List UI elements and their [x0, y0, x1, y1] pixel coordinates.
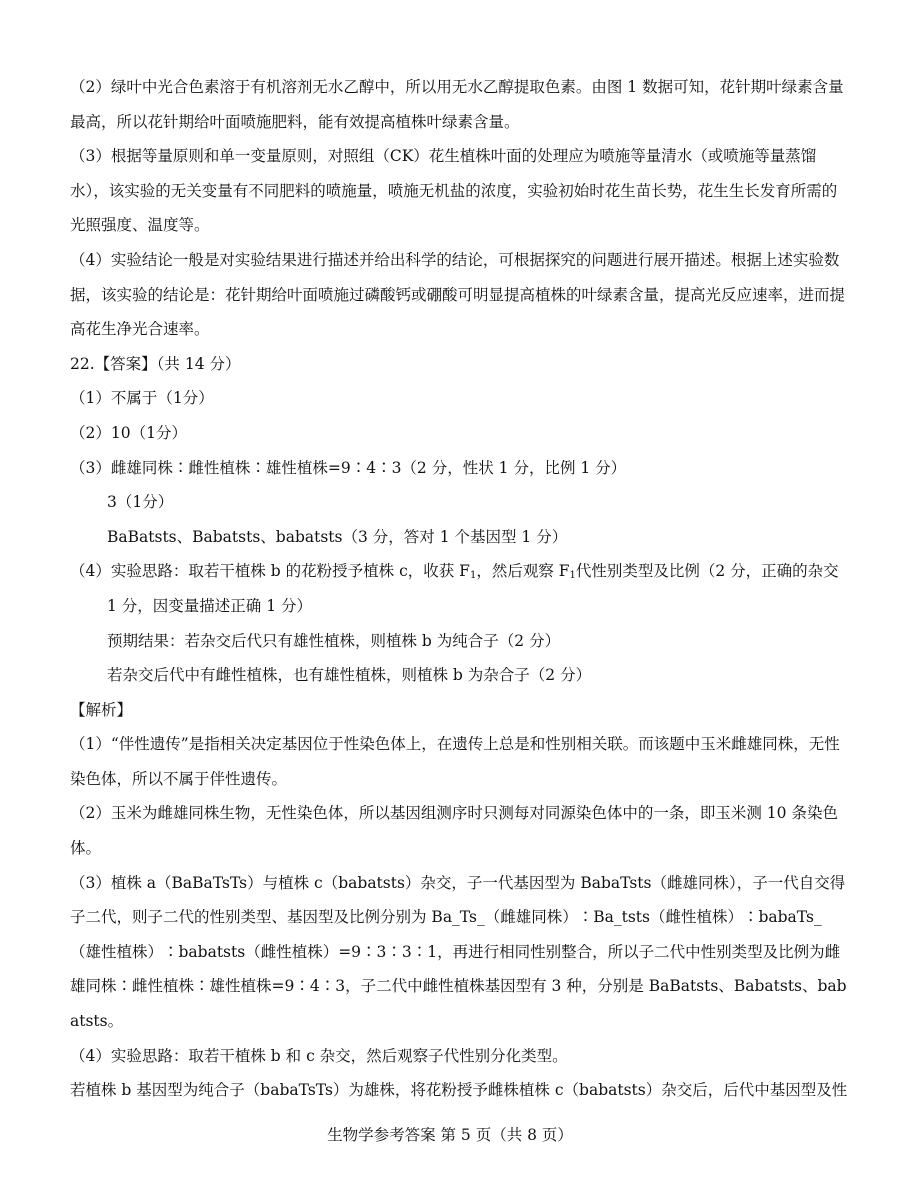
- answer-4-text-b: ，然后观察 F: [476, 562, 570, 581]
- paragraph-q21-part4: （4）实验结论一般是对实验结果进行描述并给出科学的结论，可根据探究的问题进行展开描述。根据上述实验数据，该实验的结论是：花针期给叶面喷施过磷酸钙或硼酸可明显提高植株的叶绿素含量，提高光反应速率，进而提高花生净光合速率。: [70, 250, 846, 339]
- q22-answer-4-alternative: 若杂交后代中有雌性植株，也有雄性植株，则植株 b 为杂合子（2 分）: [107, 666, 592, 685]
- analysis-1: （1）“伴性遗传”是指相关决定基因位于性染色体上，在遗传上总是和性别相关联。而该题中玉米雌雄同株，无性染色体，所以不属于伴性遗传。: [70, 735, 840, 788]
- analysis-heading: 【解析】: [70, 700, 133, 719]
- page-footer: 生物学参考答案 第 5 页（共 8 页）: [327, 1126, 573, 1144]
- q22-answer-4-expected: 预期结果：若杂交后代只有雄性植株，则植株 b 为纯合子（2 分）: [107, 631, 561, 650]
- q22-heading: 22.【答案】（共 14 分）: [70, 354, 241, 373]
- answer-body: [70, 70, 850, 1108]
- answer-4-text-c: 代性别类型及比例（2 分，正确的杂交 1 分，因变量描述正确 1 分）: [107, 562, 839, 615]
- q22-answer-2: （2）10（1分）: [70, 423, 187, 442]
- subscript-1: 1: [569, 570, 576, 582]
- analysis-3: （3）植株 a（BaBaTsTs）与植株 c（babatsts）杂交，子一代基因型为 BabaTsts（雌雄同株），子一代自交得子二代，则子二代的性别类型、基因型及比例分别为 Ba_Ts_（雌雄同株）∶Ba_tsts（雌性植株）∶babaTs_（雄性植株）∶babatsts（雌性植株）=9∶3∶3∶1，再进行相同性别整合，所以子二代中性别类型及比例为雌雄同株∶雌性植株∶雄性植株=9∶4∶3，子二代中雌性植株基因型有 3 种，分别是 BaBatsts、Babatsts、babatsts。: [70, 873, 847, 1031]
- q22-answer-1: （1）不属于（1分）: [70, 389, 214, 408]
- q22-answer-3: （3）雌雄同株∶雌性植株∶雄性植株=9∶4∶3（2 分，性状 1 分，比例 1 分）: [70, 458, 627, 477]
- subscript-1: 1: [469, 570, 477, 582]
- analysis-5: 若植株 b 基因型为纯合子（babaTsTs）为雄株，将花粉授予雌株植株 c（babatsts）杂交后，后代中基因型及性: [70, 1081, 848, 1100]
- answer-4-text-a: （4）实验思路：取若干植株 b 的花粉授予植株 c，收获 F: [70, 562, 470, 581]
- q22-answer-3-genotypes: BaBatsts、Babatsts、babatsts（3 分，答对 1 个基因型 1 分）: [107, 527, 568, 546]
- q22-answer-3-count: 3（1分）: [107, 493, 174, 512]
- analysis-4: （4）实验思路：取若干植株 b 和 c 杂交，然后观察子代性别分化类型。: [70, 1046, 568, 1065]
- paragraph-q21-part3: （3）根据等量原则和单一变量原则，对照组（CK）花生植株叶面的处理应为喷施等量清水（或喷施等量蒸馏水），该实验的无关变量有不同肥料的喷施量，喷施无机盐的浓度，实验初始时花生苗长势，花生生长发育所需的光照强度、温度等。: [70, 147, 838, 235]
- paragraph-q21-part2: （2）绿叶中光合色素溶于有机溶剂无水乙醇中，所以用无水乙醇提取色素。由图 1 数据可知，花针期叶绿素含量最高，所以花针期给叶面喷施肥料，能有效提高植株叶绿素含量。: [70, 78, 844, 131]
- analysis-2: （2）玉米为雌雄同株生物，无性染色体，所以基因组测序时只测每对同源染色体中的一条，即玉米测 10 条染色体。: [70, 804, 838, 858]
- q22-answer-4-approach: [70, 554, 850, 623]
